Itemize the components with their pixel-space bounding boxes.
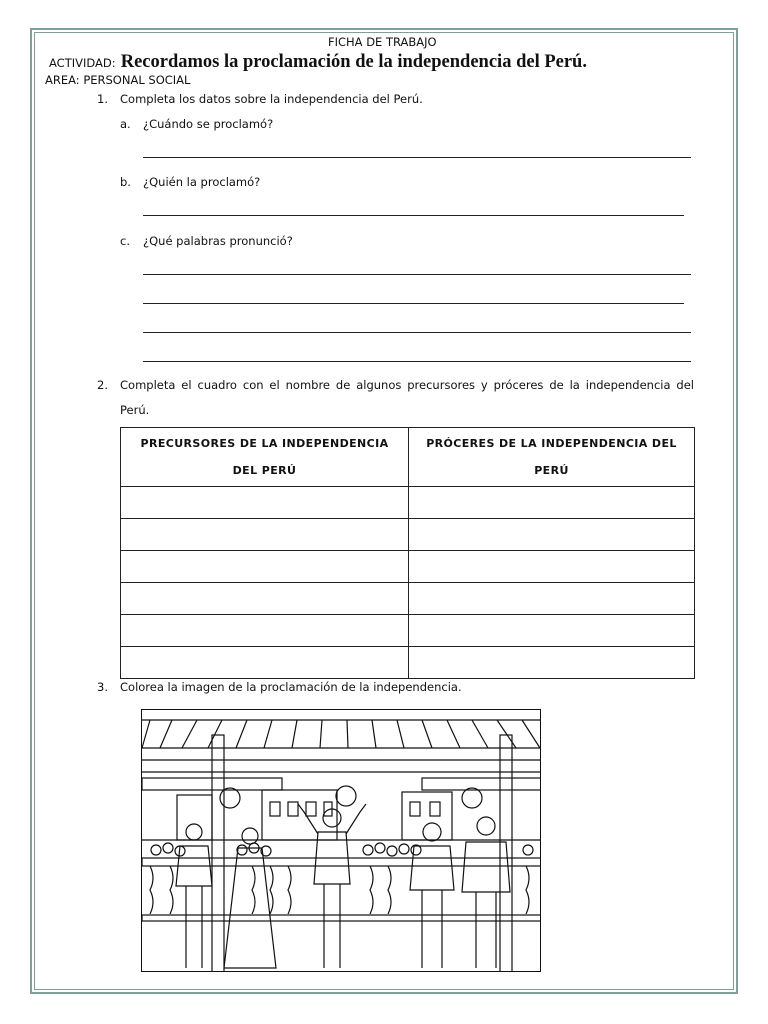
table-cell[interactable] xyxy=(121,519,409,551)
q1c-text: ¿Qué palabras pronunció? xyxy=(143,234,293,248)
answer-line[interactable] xyxy=(143,157,691,158)
lantern-icon xyxy=(336,786,356,806)
column-header-line: PRECURSORES DE LA INDEPENDENCIA xyxy=(140,437,389,450)
q3-text: Colorea la imagen de la proclamación de la independencia. xyxy=(120,680,462,694)
table-cell[interactable] xyxy=(121,551,409,583)
answer-line[interactable] xyxy=(143,274,691,275)
san-martin-figure-icon xyxy=(298,804,366,968)
answer-line[interactable] xyxy=(143,332,691,333)
q2-text-line1: Completa el cuadro con el nombre de algunos precursores y próceres de la independencia del xyxy=(120,378,694,392)
column-header-line: PRÓCERES DE LA INDEPENDENCIA DEL xyxy=(426,437,677,450)
q1b-text: ¿Quién la proclamó? xyxy=(143,175,261,189)
q1b-letter: b. xyxy=(120,175,131,189)
awning-slats-icon xyxy=(142,720,541,772)
q1-number: 1. xyxy=(97,92,108,106)
table-cell[interactable] xyxy=(121,615,409,647)
sheet-title: FICHA DE TRABAJO xyxy=(328,35,437,49)
lantern-icon xyxy=(220,788,240,808)
column-header-precursores xyxy=(121,428,409,487)
officer-left-icon xyxy=(176,824,212,968)
precursors-table xyxy=(120,427,695,679)
table-header-row xyxy=(121,428,695,487)
activity-title: Recordamos la proclamación de la independencia del Perú. xyxy=(120,52,587,72)
answer-line[interactable] xyxy=(143,303,684,304)
table-cell[interactable] xyxy=(121,583,409,615)
table-row xyxy=(121,647,695,679)
area-label: AREA: PERSONAL SOCIAL xyxy=(45,73,191,87)
proclamation-illustration[interactable] xyxy=(141,709,541,972)
woman-figure-icon xyxy=(224,828,276,968)
table-cell[interactable] xyxy=(409,551,695,583)
lantern-icon xyxy=(462,788,482,808)
q2-number: 2. xyxy=(97,378,108,392)
table-row xyxy=(121,583,695,615)
table-cell[interactable] xyxy=(409,519,695,551)
table-row xyxy=(121,615,695,647)
column-header-proceres xyxy=(409,428,695,487)
activity-line xyxy=(49,52,587,73)
q3-number: 3. xyxy=(97,680,108,694)
q2-text-line2: Perú. xyxy=(120,403,150,417)
q1a-text: ¿Cuándo se proclamó? xyxy=(143,117,274,131)
table-row xyxy=(121,519,695,551)
table-cell[interactable] xyxy=(409,487,695,519)
table-cell[interactable] xyxy=(121,647,409,679)
q1-text: Completa los datos sobre la independencia del Perú. xyxy=(120,92,423,106)
table-cell[interactable] xyxy=(409,583,695,615)
column-header-line: DEL PERÚ xyxy=(232,464,297,477)
q1a-letter: a. xyxy=(120,117,131,131)
activity-label: ACTIVIDAD: xyxy=(49,56,116,70)
table-row xyxy=(121,487,695,519)
proclamation-drawing xyxy=(142,710,541,972)
column-header-line: PERÚ xyxy=(534,464,569,477)
table-cell[interactable] xyxy=(121,487,409,519)
table-row xyxy=(121,551,695,583)
post-right xyxy=(500,735,512,972)
post-left xyxy=(212,735,224,972)
table-cell[interactable] xyxy=(409,615,695,647)
q1c-letter: c. xyxy=(120,234,130,248)
answer-line[interactable] xyxy=(143,361,691,362)
answer-line[interactable] xyxy=(143,215,684,216)
crossbeam-right xyxy=(422,778,541,790)
table-cell[interactable] xyxy=(409,647,695,679)
